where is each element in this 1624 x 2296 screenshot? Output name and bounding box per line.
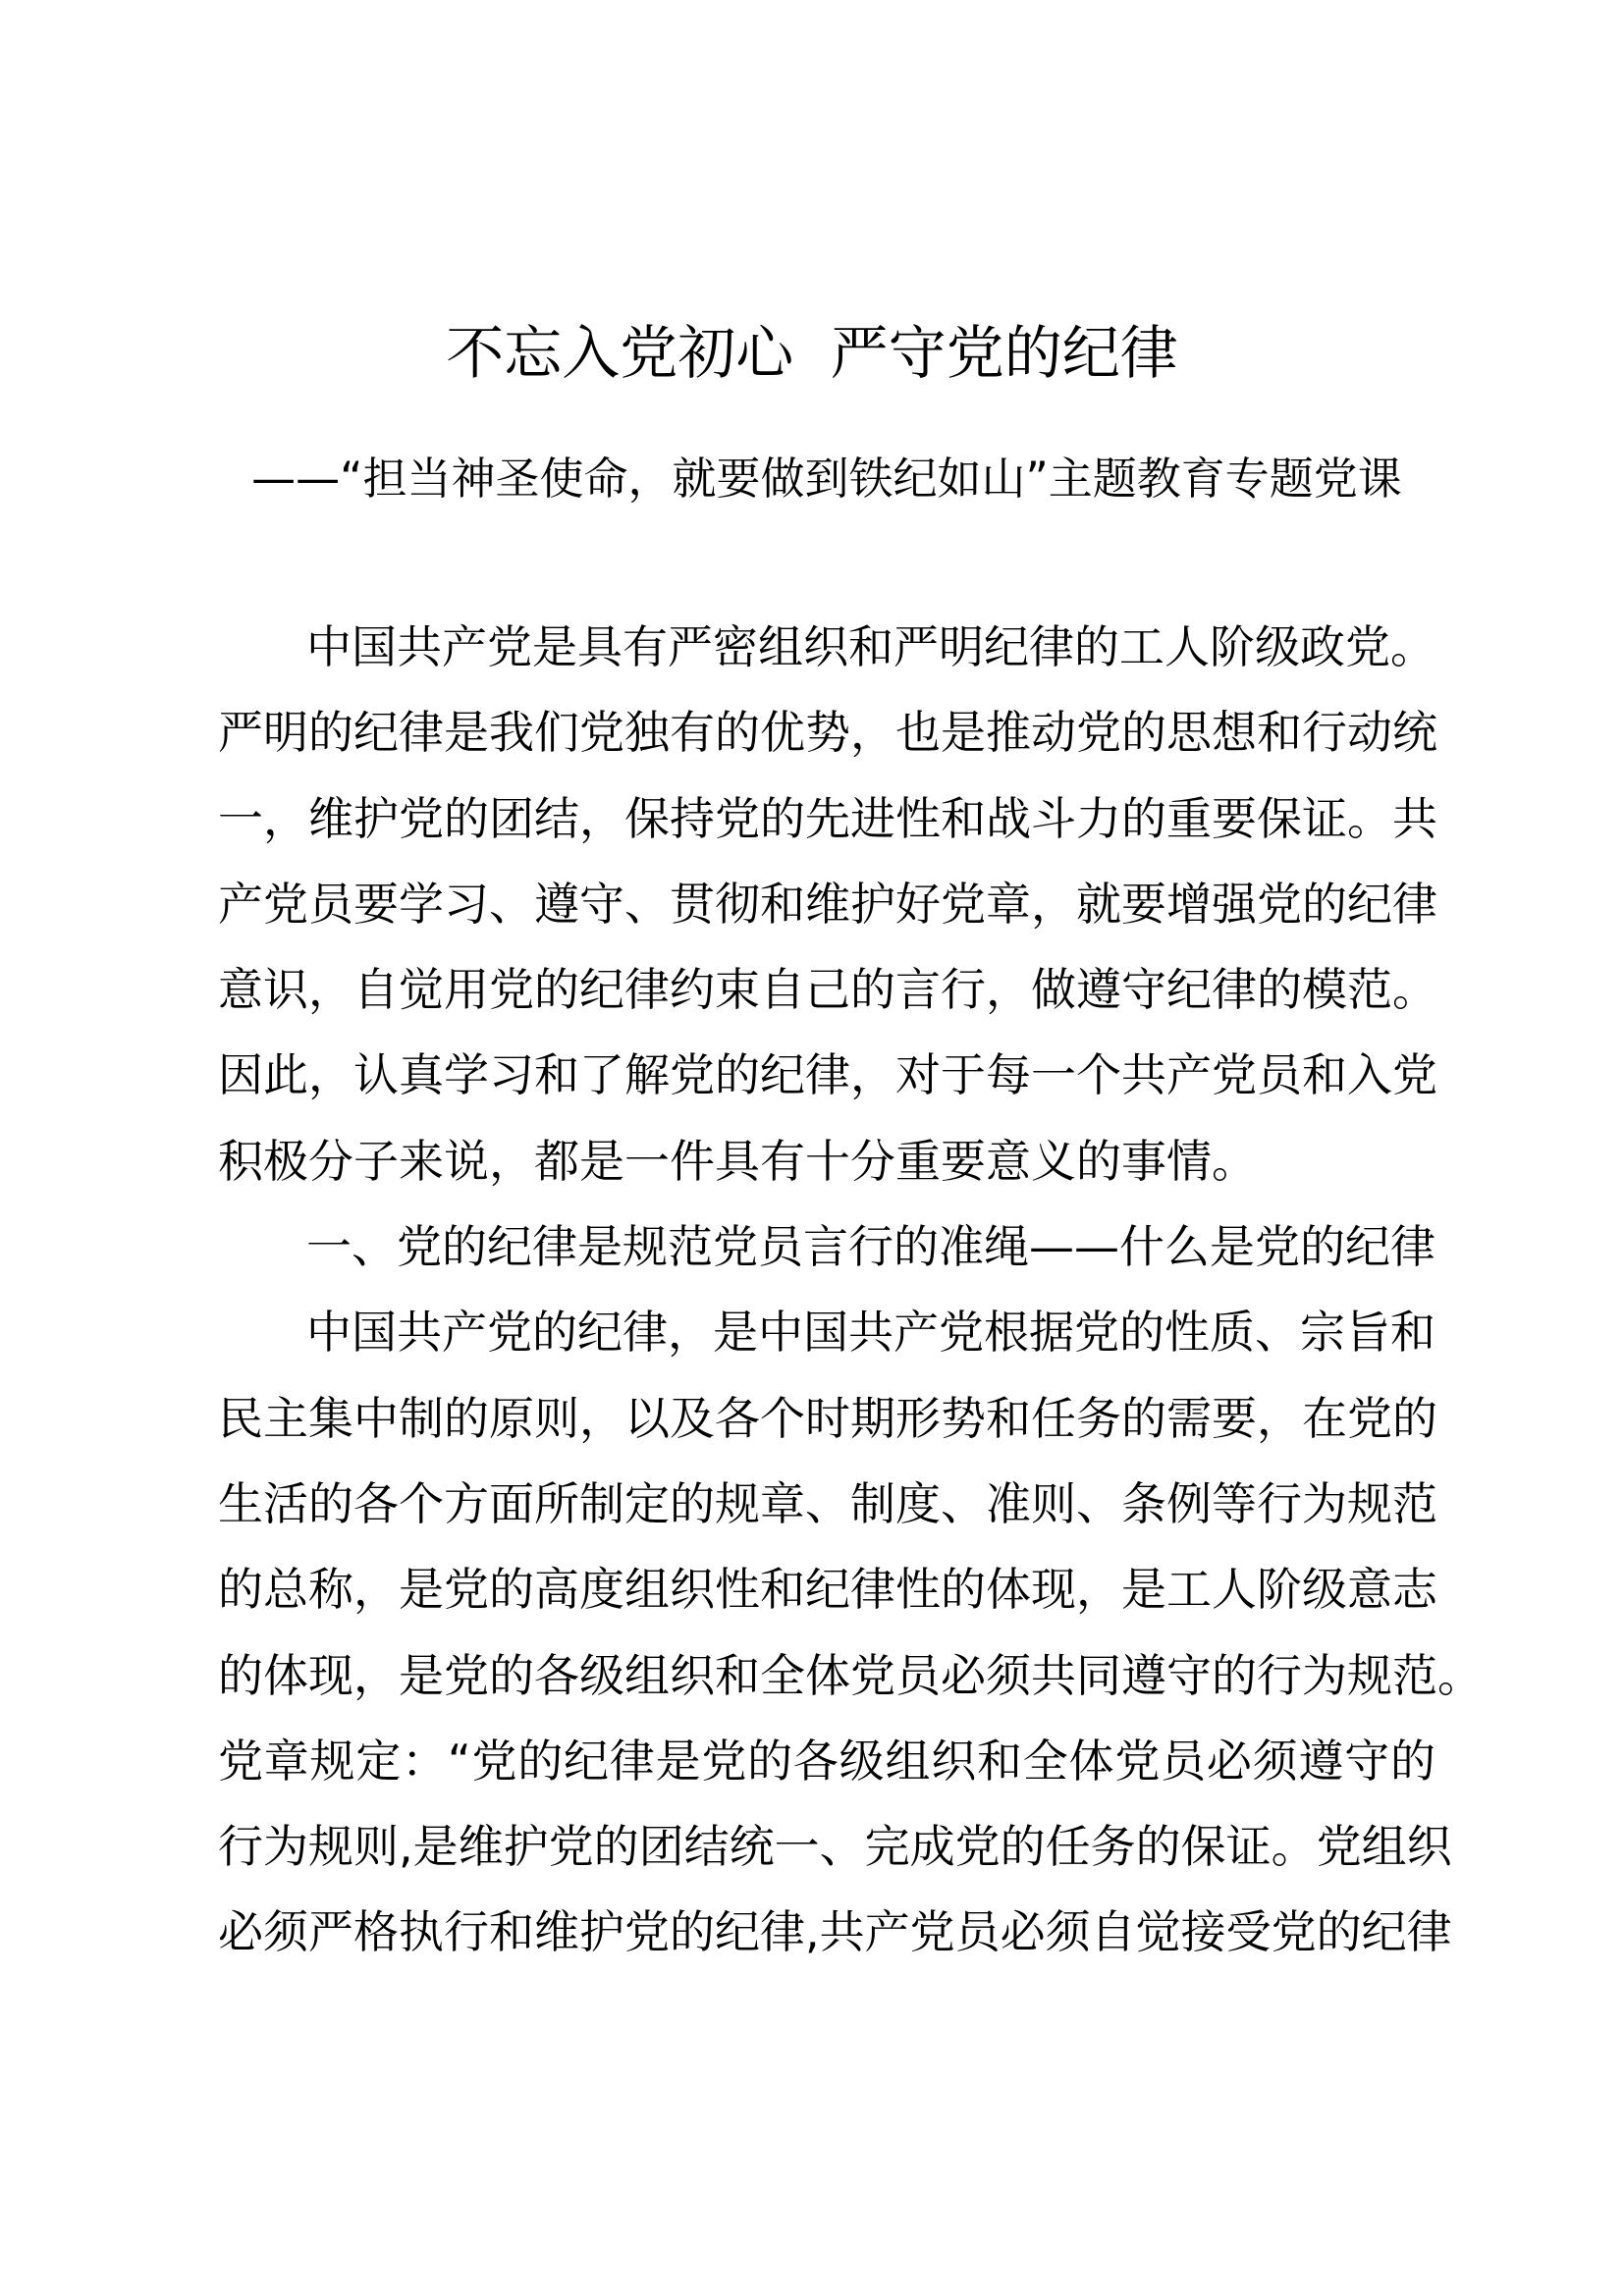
- body-text-line: 严明的纪律是我们党独有的优势，也是推动党的思想和行动统: [218, 706, 1437, 760]
- body-text-line: 因此，认真学习和了解党的纪律，对于每一个共产党员和入党: [218, 1048, 1437, 1102]
- body-text-line: 的总称，是党的高度组织性和纪律性的体现，是工人阶级意志: [218, 1563, 1437, 1617]
- document-title: 不忘入党初心 严守党的纪律: [446, 319, 1178, 387]
- body-text-line: 中国共产党是具有严密组织和严明纪律的工人阶级政党。: [306, 620, 1435, 673]
- body-text-line: 积极分子来说，都是一件具有十分重要意义的事情。: [218, 1134, 1257, 1188]
- body-text-line: 党章规定：“党的纪律是党的各级组织和全体党员必须遵守的: [218, 1734, 1435, 1788]
- body-text-line: 必须严格执行和维护党的纪律,共产党员必须自觉接受党的纪律: [218, 1905, 1452, 1959]
- document-subtitle: ——“担当神圣使命，就要做到铁纪如山”主题教育专题党课: [251, 453, 1402, 505]
- body-text-line: 的体现，是党的各级组织和全体党员必须共同遵守的行为规范。: [218, 1648, 1483, 1702]
- body-text-line: 民主集中制的原则，以及各个时期形势和任务的需要，在党的: [218, 1391, 1437, 1445]
- body-text-line: 行为规则,是维护党的团结统一、完成党的任务的保证。党组织: [218, 1820, 1452, 1874]
- section-heading: 一、党的纪律是规范党员言行的准绳——什么是党的纪律: [306, 1220, 1435, 1274]
- body-text-line: 中国共产党的纪律，是中国共产党根据党的性质、宗旨和: [306, 1306, 1435, 1360]
- document-body: [218, 605, 1483, 1976]
- body-text-line: 产党员要学习、遵守、贯彻和维护好党章，就要增强党的纪律: [218, 877, 1437, 931]
- body-text-line: 生活的各个方面所制定的规章、制度、准则、条例等行为规范: [218, 1476, 1437, 1530]
- body-text-line: 一，维护党的团结，保持党的先进性和战斗力的重要保证。共: [218, 791, 1437, 845]
- body-text-line: 意识，自觉用党的纪律约束自己的言行，做遵守纪律的模范。: [218, 963, 1437, 1017]
